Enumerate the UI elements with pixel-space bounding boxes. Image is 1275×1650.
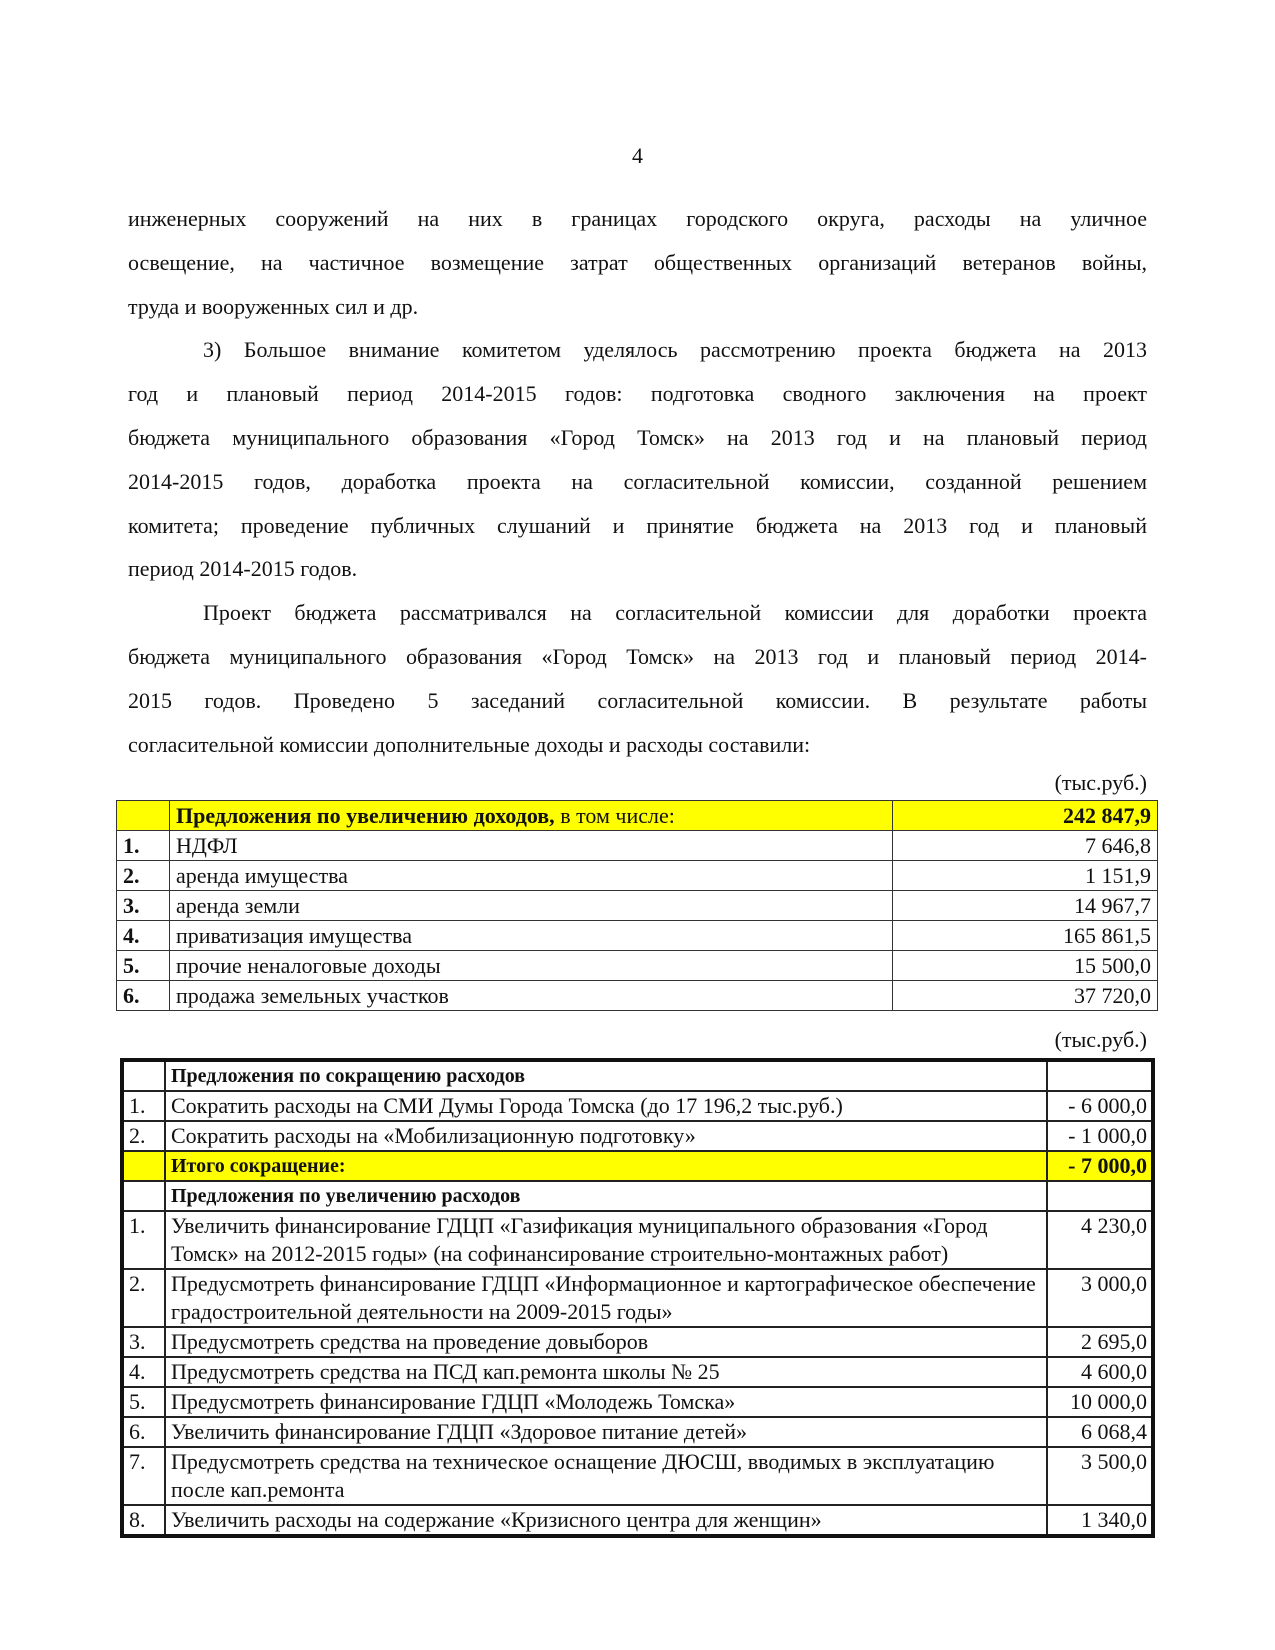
row-value: 15 500,0 (893, 951, 1158, 981)
increase-row (122, 1357, 1153, 1387)
paragraph-line: 2015 годов. Проведено 5 заседаний согласительной комиссии. В результате работы (128, 687, 1147, 713)
row-number: 1. (117, 831, 170, 861)
row-label: Сократить расходы на СМИ Думы Города Томска (до 17 196,2 тыс.руб.) (165, 1091, 1047, 1121)
row-label: аренда имущества (170, 861, 893, 891)
paragraph-line: инженерных сооружений на них в границах городского округа, расходы на уличное (128, 206, 1147, 231)
row-value: 2 695,0 (1047, 1327, 1153, 1357)
paragraph-line: освещение, на частичное возмещение затрат общественных организаций ветеранов войны, (128, 249, 1147, 275)
row-number: 8. (122, 1505, 165, 1536)
income-unit-label: (тыс.руб.) (1054, 770, 1147, 795)
row-number (122, 1181, 165, 1211)
row-number: 4. (117, 921, 170, 951)
row-value: 7 646,8 (893, 831, 1158, 861)
paragraph-line: труда и вооруженных сил и др. (128, 293, 419, 319)
row-value: 1 151,9 (893, 861, 1158, 891)
row-value: - 1 000,0 (1047, 1121, 1153, 1151)
row-value: 165 861,5 (893, 921, 1158, 951)
section-header: Предложения по увеличению расходов (165, 1181, 1047, 1211)
income-row (117, 831, 1158, 861)
paragraph-line: бюджета муниципального образования «Город Томск» на 2013 год и на плановый период (128, 424, 1147, 450)
increase-row (122, 1417, 1153, 1447)
row-value: 14 967,7 (893, 891, 1158, 921)
expense-table (120, 1058, 1155, 1538)
row-value: 3 500,0 (1047, 1447, 1153, 1505)
row-number: 2. (122, 1121, 165, 1151)
row-number (122, 1060, 165, 1091)
row-label: приватизация имущества (170, 921, 893, 951)
row-number: 6. (117, 981, 170, 1011)
increase-row (122, 1269, 1153, 1327)
expense-unit-label: (тыс.руб.) (1054, 1027, 1147, 1052)
row-value: 4 230,0 (1047, 1211, 1153, 1269)
cut-row (122, 1121, 1153, 1151)
paragraph-line: комитета; проведение публичных слушаний и принятие бюджета на 2013 год и плановый (128, 512, 1147, 538)
total-value: - 7 000,0 (1047, 1151, 1153, 1181)
row-label: НДФЛ (170, 831, 893, 861)
increase-row (122, 1387, 1153, 1417)
row-number: 1. (122, 1211, 165, 1269)
page-number: 4 (632, 143, 643, 168)
row-number: 1. (122, 1091, 165, 1121)
row-value: 6 068,4 (1047, 1417, 1153, 1447)
paragraph-line: Проект бюджета рассматривался на согласительной комиссии для доработки проекта (203, 600, 1147, 626)
cut-header-row (122, 1060, 1153, 1091)
row-number: 4. (122, 1357, 165, 1387)
row-label: Предусмотреть средства на техническое оснащение ДЮСШ, вводимых в эксплуатацию после кап.ремонта (165, 1447, 1047, 1505)
paragraph-line: согласительной комиссии дополнительные доходы и расходы составили: (128, 731, 811, 757)
row-label: Предусмотреть средства на ПСД кап.ремонта школы № 25 (165, 1357, 1047, 1387)
row-label: Предусмотреть финансирование ГДЦП «Информационное и картографическое обеспечение градостроительной деятельности на 2009-2015 годы» (165, 1269, 1047, 1327)
income-row (117, 921, 1158, 951)
paragraph-line: 3) Большое внимание комитетом уделялось рассмотрению проекта бюджета на 2013 (203, 337, 1147, 363)
income-header-suffix: в том числе: (554, 803, 675, 828)
row-number: 2. (122, 1269, 165, 1327)
income-header-row (117, 801, 1158, 831)
paragraph-line: 2014-2015 годов, доработка проекта на согласительной комиссии, созданной решением (128, 468, 1147, 494)
row-label: Увеличить финансирование ГДЦП «Здоровое питание детей» (165, 1417, 1047, 1447)
row-label: Сократить расходы на «Мобилизационную подготовку» (165, 1121, 1047, 1151)
row-label: Увеличить финансирование ГДЦП «Газификация муниципального образования «Город Томск» на 2012-2015 годы» (на софинансирование строительно-монтажных работ) (165, 1211, 1047, 1269)
row-number: 7. (122, 1447, 165, 1505)
income-row (117, 981, 1158, 1011)
income-row (117, 951, 1158, 981)
row-label: прочие неналоговые доходы (170, 951, 893, 981)
row-label: продажа земельных участков (170, 981, 893, 1011)
increase-row (122, 1505, 1153, 1536)
paragraph-line: год и плановый период 2014-2015 годов: подготовка сводного заключения на проект (128, 381, 1147, 407)
row-value: 10 000,0 (1047, 1387, 1153, 1417)
section-header: Предложения по сокращению расходов (165, 1060, 1047, 1091)
increase-row (122, 1447, 1153, 1505)
row-value: 4 600,0 (1047, 1357, 1153, 1387)
cut-total-row (122, 1151, 1153, 1181)
row-number: 3. (117, 891, 170, 921)
total-label: Итого сокращение: (165, 1151, 1047, 1181)
body-text (128, 197, 1147, 766)
row-label: Увеличить расходы на содержание «Кризисного центра для женщин» (165, 1505, 1047, 1536)
row-number: 5. (122, 1387, 165, 1417)
row-label: Предусмотреть средства на проведение довыборов (165, 1327, 1047, 1357)
row-label: аренда земли (170, 891, 893, 921)
income-row (117, 891, 1158, 921)
row-value (1047, 1181, 1153, 1211)
row-label: Предусмотреть финансирование ГДЦП «Молодежь Томска» (165, 1387, 1047, 1417)
increase-row (122, 1211, 1153, 1269)
row-value: 3 000,0 (1047, 1269, 1153, 1327)
row-number: 3. (122, 1327, 165, 1357)
row-value: 37 720,0 (893, 981, 1158, 1011)
row-value: 1 340,0 (1047, 1505, 1153, 1536)
row-value (1047, 1060, 1153, 1091)
row-value: - 6 000,0 (1047, 1091, 1153, 1121)
increase-row (122, 1327, 1153, 1357)
row-number (122, 1151, 165, 1181)
income-header-label: Предложения по увеличению доходов, (176, 803, 555, 828)
paragraph-line: период 2014-2015 годов. (128, 556, 358, 582)
increase-header-row (122, 1181, 1153, 1211)
row-number: 5. (117, 951, 170, 981)
cut-row (122, 1091, 1153, 1121)
row-number: 2. (117, 861, 170, 891)
income-table (116, 800, 1158, 1011)
income-total-value: 242 847,9 (893, 801, 1158, 831)
paragraph-line: бюджета муниципального образования «Город Томск» на 2013 год и плановый период 2014- (128, 643, 1147, 669)
row-number: 6. (122, 1417, 165, 1447)
income-row (117, 861, 1158, 891)
